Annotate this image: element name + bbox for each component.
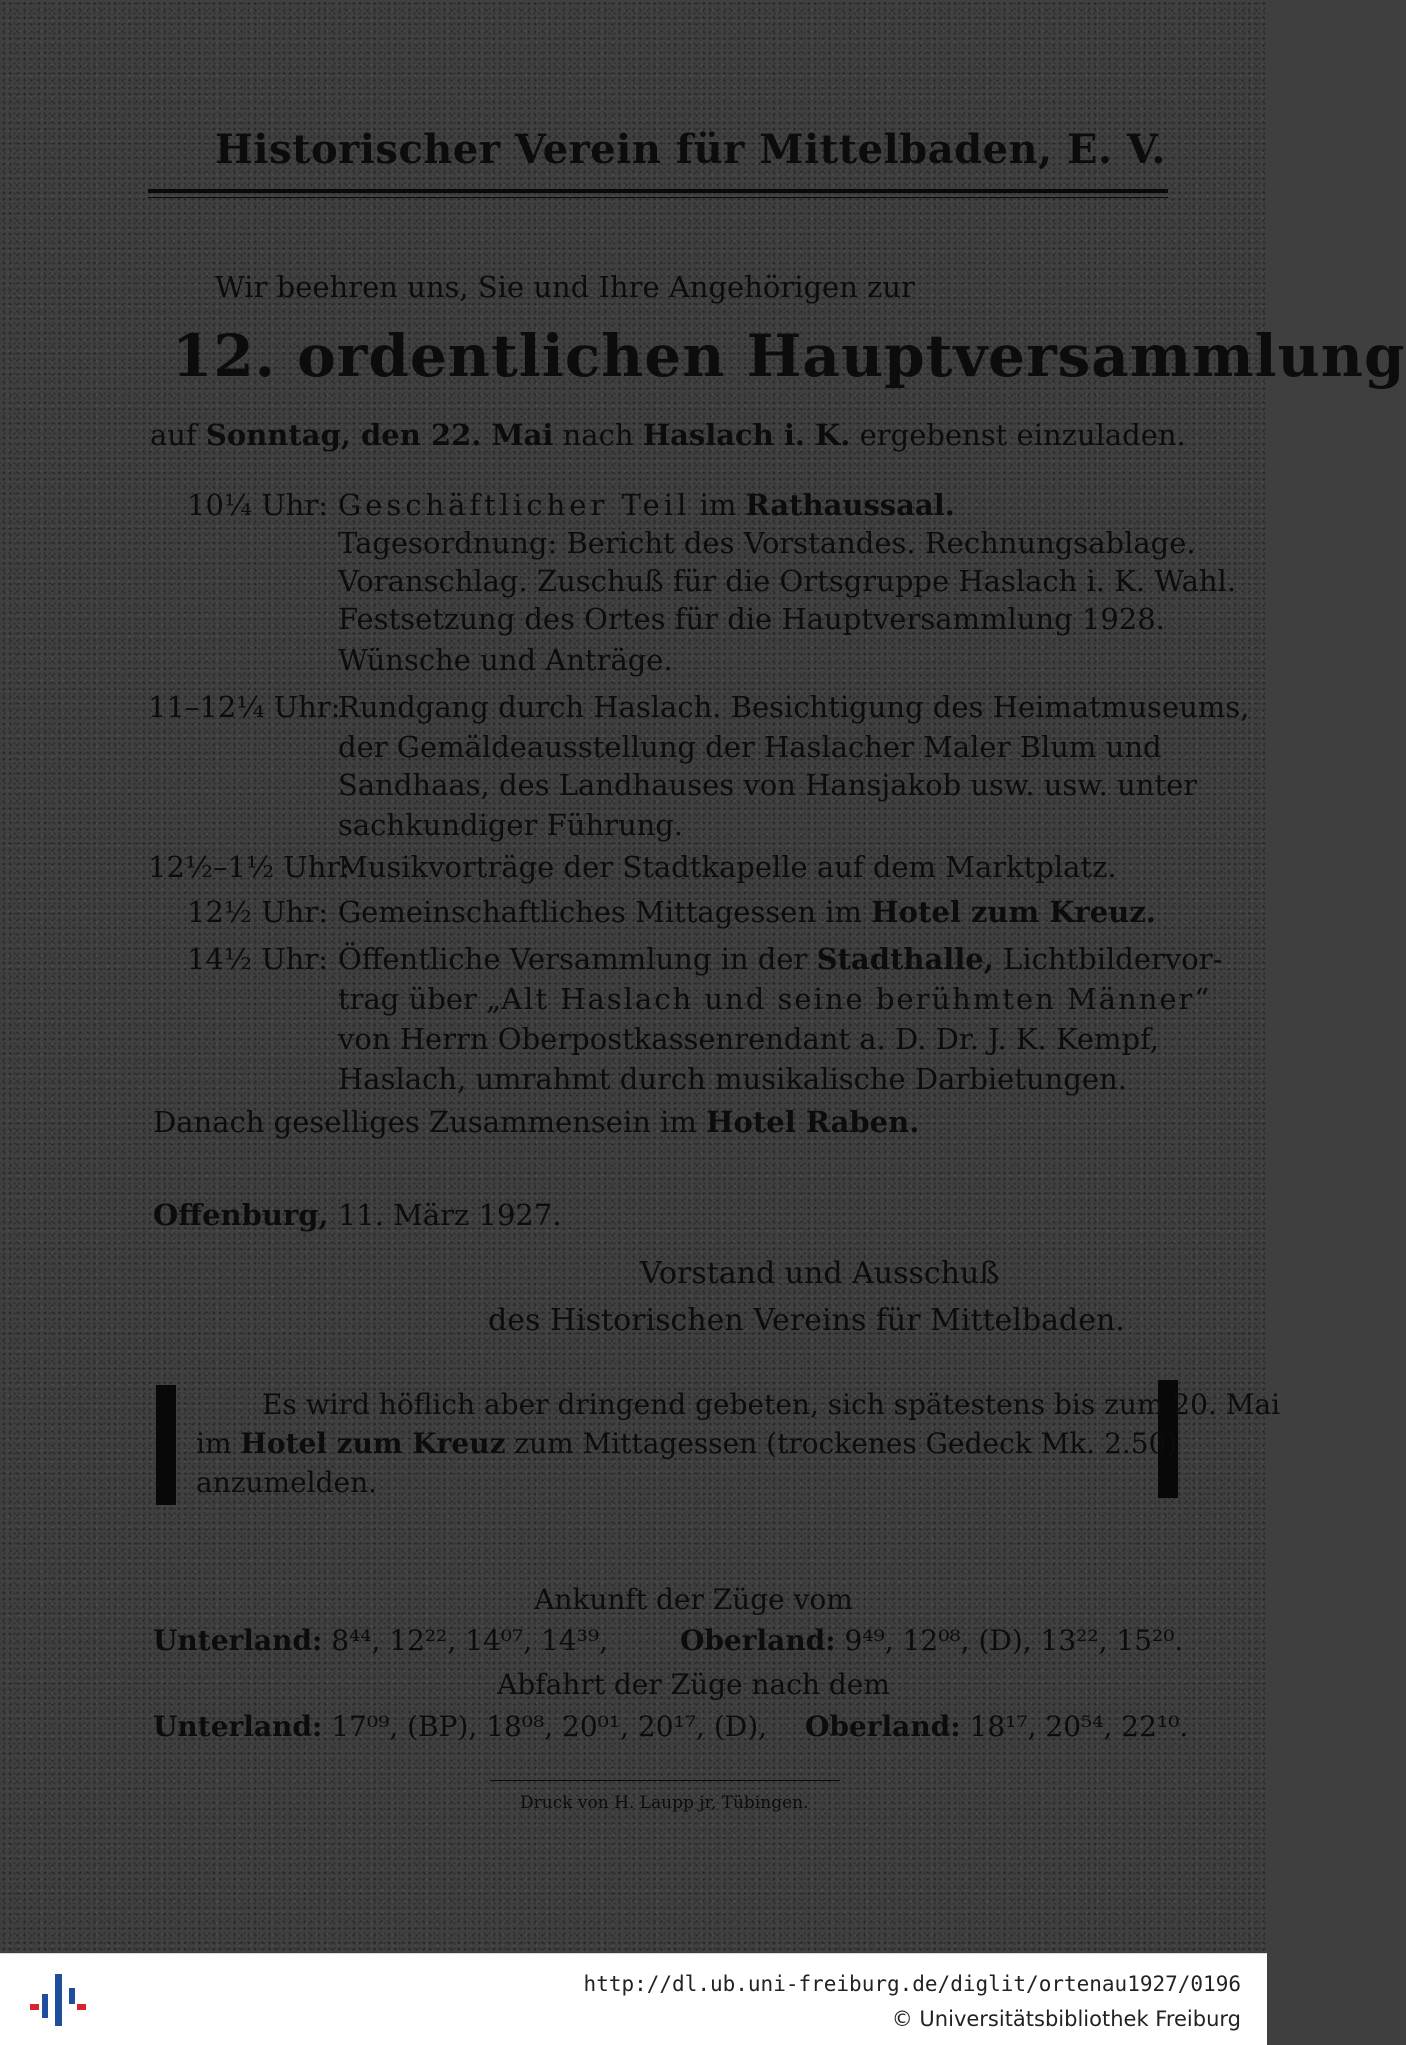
schedule-line xyxy=(338,942,1222,976)
schedule-text: im xyxy=(690,488,746,522)
notice-text: zum Mittagessen (trockenes Gedeck Mk. 2.50) xyxy=(505,1427,1178,1460)
headline: 12. ordentlichen Hauptversammlung xyxy=(172,322,1406,390)
schedule-line: Haslach, umrahmt durch musikalische Darbietungen. xyxy=(338,1062,1127,1096)
viewer-footer xyxy=(0,1953,1267,2045)
arrival-oberland xyxy=(680,1624,1183,1657)
schedule-line: sachkundiger Führung. xyxy=(338,808,684,842)
closing-bold-text: Hotel Raben. xyxy=(706,1105,920,1139)
date-line-mid: nach xyxy=(553,418,643,452)
notice-bold-text: Hotel zum Kreuz xyxy=(240,1427,506,1460)
schedule-text: Öffentliche Versammlung in der xyxy=(338,942,817,976)
schedule-time: 10¼ Uhr: xyxy=(187,488,328,522)
arrival-oberland-times: 9⁴⁹, 12⁰⁸, (D), 13²², 15²⁰. xyxy=(844,1624,1184,1657)
departure-unterland-label: Unterland: xyxy=(153,1710,323,1743)
departure-oberland-label: Oberland: xyxy=(805,1710,961,1743)
society-title: Historischer Verein für Mittelbaden, E. V. xyxy=(215,126,1166,173)
departure-unterland-times: 17⁰⁹, (BP), 18⁰⁸, 20⁰¹, 20¹⁷, (D), xyxy=(331,1710,768,1743)
notice-line-1: Es wird höflich aber dringend gebeten, sich spätestens bis zum 20. Mai xyxy=(262,1388,1281,1421)
place-name: Offenburg, xyxy=(153,1198,329,1232)
place-date-text: 11. März 1927. xyxy=(328,1198,562,1232)
schedule-line: Wünsche und Anträge. xyxy=(338,643,673,677)
schedule-time: 12½ Uhr: xyxy=(187,895,328,929)
notice-line-3: anzumelden. xyxy=(196,1466,378,1499)
schedule-bold-text: Hotel zum Kreuz. xyxy=(871,895,1156,929)
date-line-pre: auf xyxy=(150,418,206,452)
schedule-line: Rundgang durch Haslach. Besichtigung des Heimatmuseums, xyxy=(338,690,1250,724)
departure-oberland xyxy=(805,1710,1188,1743)
arrival-unterland xyxy=(153,1624,608,1657)
schedule-bold-text: Rathaussaal. xyxy=(745,488,955,522)
schedule-line: Sandhaas, des Landhauses von Hansjakob usw. usw. unter xyxy=(338,768,1198,802)
closing-text: Danach geselliges Zusammensein im xyxy=(153,1105,707,1139)
schedule-text: Lichtbildervor- xyxy=(993,942,1223,976)
arrival-unterland-times: 8⁴⁴, 12²², 14⁰⁷, 14³⁹, xyxy=(331,1624,609,1657)
signature-line-1: Vorstand und Ausschuß xyxy=(640,1256,1000,1291)
schedule-spaced-text: Geschäftlicher Teil xyxy=(338,488,691,522)
date-line-post: ergebenst einzuladen. xyxy=(850,418,1186,452)
printer-rule xyxy=(490,1780,840,1781)
schedule-line xyxy=(338,488,955,522)
ub-freiburg-logo-icon[interactable] xyxy=(28,1968,88,2032)
schedule-time: 14½ Uhr: xyxy=(187,942,328,976)
departure-unterland xyxy=(153,1710,767,1743)
schedule-text: trag über „ xyxy=(338,982,502,1016)
notice-text: im xyxy=(196,1427,241,1460)
copyright-notice: © Universitätsbibliothek Freiburg xyxy=(891,2007,1241,2031)
schedule-line: Festsetzung des Ortes für die Hauptversammlung 1928. xyxy=(338,602,1165,636)
schedule-line: Musikvorträge der Stadtkapelle auf dem Marktplatz. xyxy=(338,850,1117,884)
schedule-line: von Herrn Oberpostkassenrendant a. D. Dr. J. K. Kempf, xyxy=(338,1022,1159,1056)
notice-left-bar xyxy=(156,1385,176,1505)
notice-line-2 xyxy=(196,1427,1177,1460)
arrival-oberland-label: Oberland: xyxy=(680,1624,836,1657)
schedule-text: “ xyxy=(1194,982,1210,1016)
date-line-place: Haslach i. K. xyxy=(642,418,851,452)
schedule-bold-text: Stadthalle, xyxy=(816,942,994,976)
date-line xyxy=(150,418,1186,452)
date-line-sunday: Sonntag, den 22. Mai xyxy=(205,418,554,452)
closing-line xyxy=(153,1105,919,1139)
schedule-line xyxy=(338,982,1209,1016)
schedule-text: Gemeinschaftliches Mittagessen im xyxy=(338,895,872,929)
signature-line-2: des Historischen Vereins für Mittelbaden. xyxy=(488,1303,1125,1338)
place-date xyxy=(153,1198,562,1232)
title-rule-thin xyxy=(148,197,1168,198)
printer-imprint: Druck von H. Laupp jr, Tübingen. xyxy=(520,1793,809,1813)
arrival-unterland-label: Unterland: xyxy=(153,1624,323,1657)
title-rule-thick xyxy=(148,189,1168,193)
schedule-line xyxy=(338,895,1156,929)
schedule-line: Tagesordnung: Bericht des Vorstandes. Rechnungsablage. xyxy=(338,526,1196,560)
departure-oberland-times: 18¹⁷, 20⁵⁴, 22¹⁰. xyxy=(969,1710,1189,1743)
schedule-time: 11–12¼ Uhr: xyxy=(148,690,341,724)
arrival-heading: Ankunft der Züge vom xyxy=(534,1583,853,1616)
permalink-url[interactable]: http://dl.ub.uni-freiburg.de/diglit/ortenau1927/0196 xyxy=(583,1972,1241,1996)
schedule-line: Voranschlag. Zuschuß für die Ortsgruppe Haslach i. K. Wahl. xyxy=(338,564,1237,598)
schedule-time: 12½–1½ Uhr: xyxy=(148,850,351,884)
schedule-spaced-text: Alt Haslach und seine berühmten Männer xyxy=(501,982,1195,1016)
schedule-line: der Gemäldeausstellung der Haslacher Maler Blum und xyxy=(338,730,1162,764)
departure-heading: Abfahrt der Züge nach dem xyxy=(497,1668,890,1701)
invite-line: Wir beehren uns, Sie und Ihre Angehörigen zur xyxy=(215,270,915,304)
